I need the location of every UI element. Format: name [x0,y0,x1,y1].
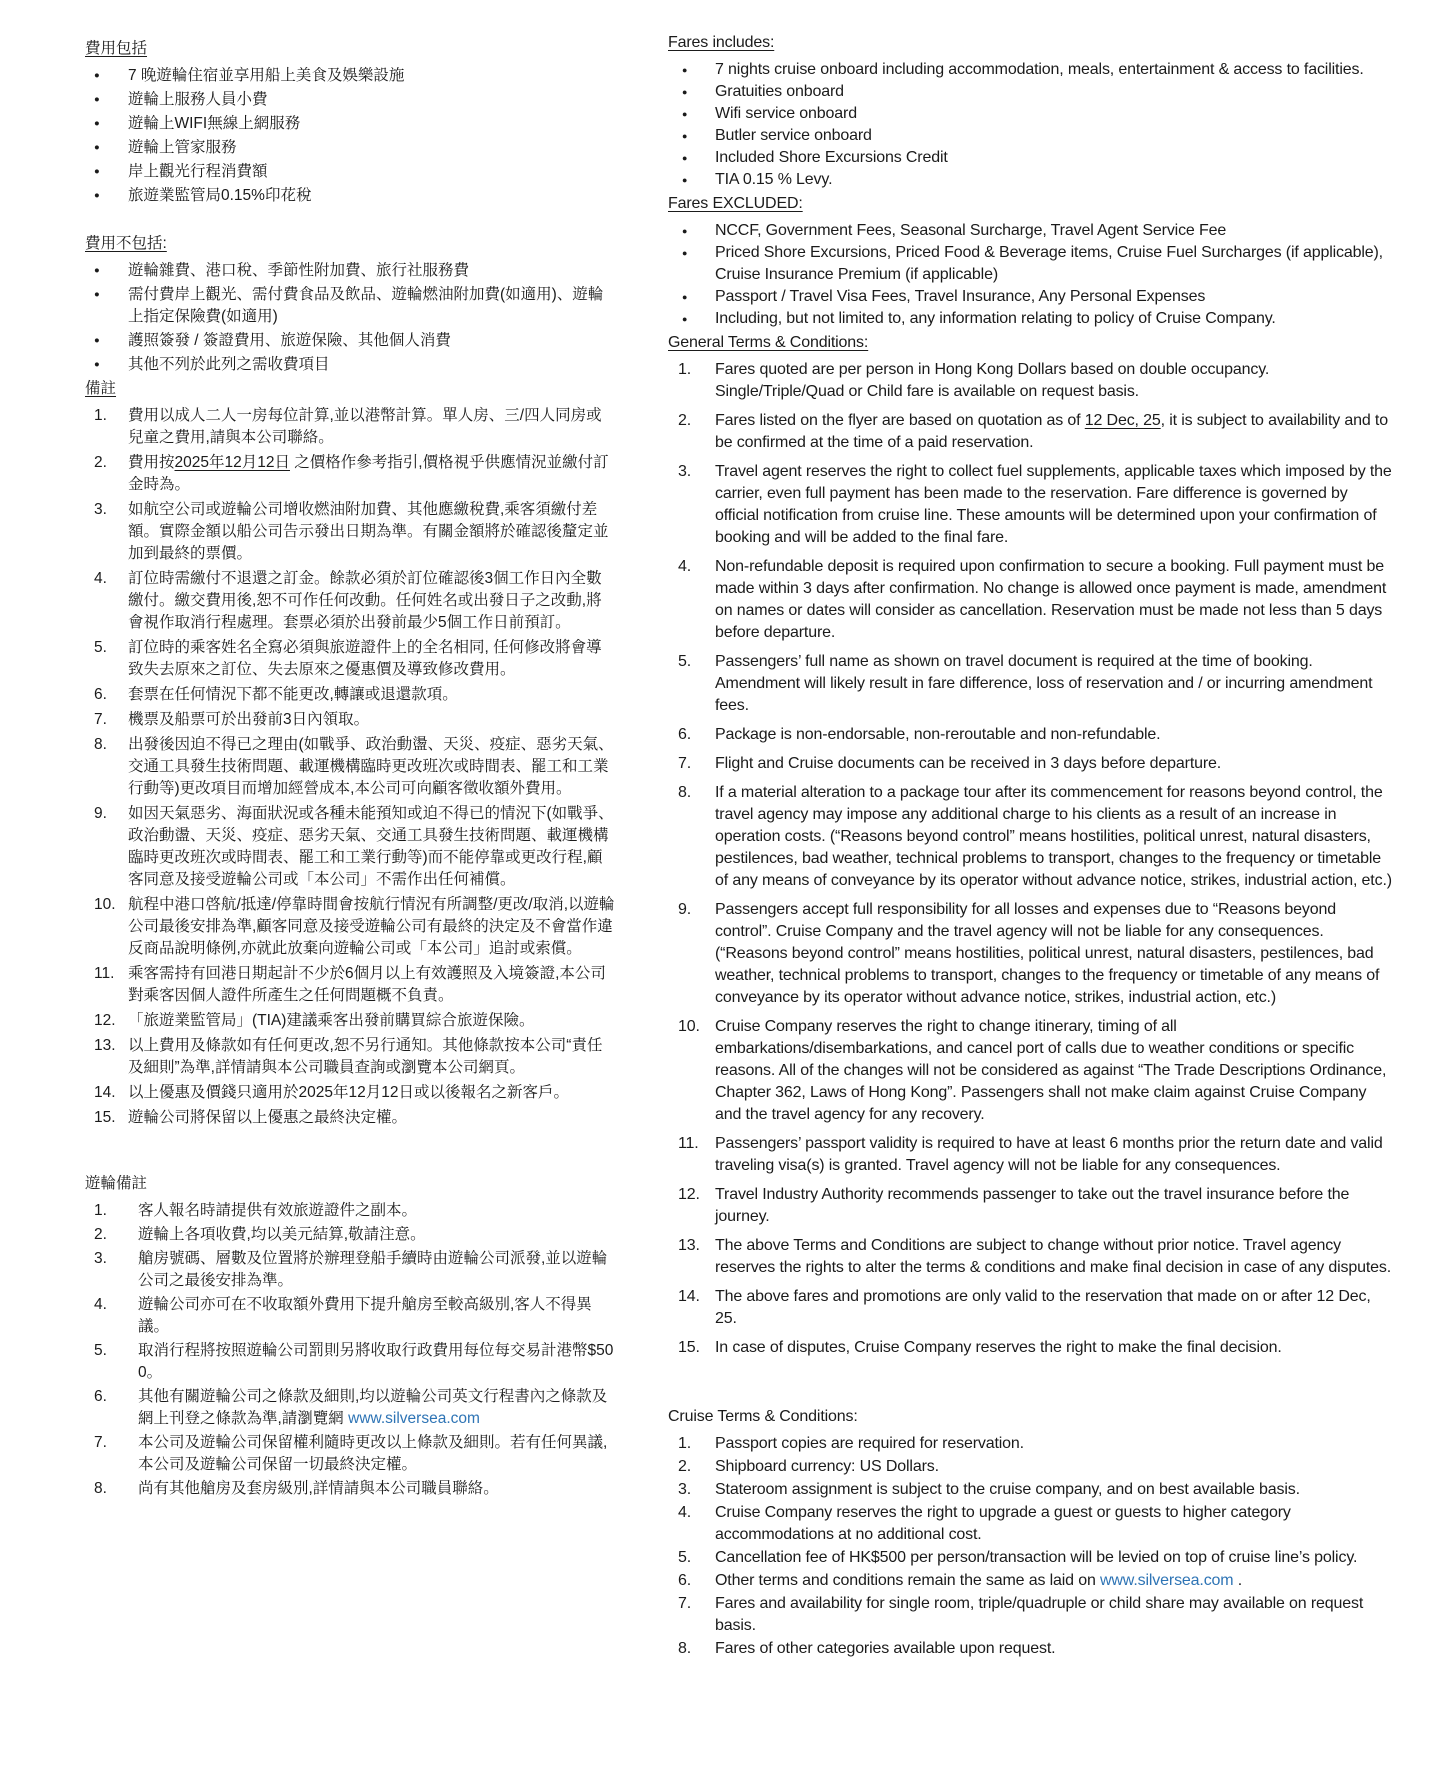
list-item [668,286,1394,308]
number-marker: 1. [678,1435,692,1452]
list-item-text: Passport copies are required for reservation. [715,1435,1024,1452]
list-item-text: Fares listed on the flyer are based on quotation as of 12 Dec, 25, it is subject to availability and to be confirmed at the time of a paid reservation. [715,412,1388,451]
list-item [668,308,1394,330]
list-item-text: 費用按2025年12月12日 之價格作參考指引,價格視乎供應情況並繳付訂金時為。 [128,454,609,493]
list-item-text: 旅遊業監管局0.15%印花稅 [128,187,312,204]
list-item [85,161,615,183]
list-item [85,1340,615,1384]
list-item-text: Gratuities onboard [715,83,844,100]
bullet-marker: ● [94,289,100,300]
list-item [668,1286,1394,1330]
list-item [668,651,1394,717]
cruise-remarks-list-zh [85,1200,615,1500]
list-item-text: Shipboard currency: US Dollars. [715,1458,939,1475]
list-item-text: Cruise Company reserves the right to upgrade a guest or guests to higher category accommodations at no additional cost. [715,1504,1291,1543]
list-item-text: 取消行程將按照遊輪公司罰則另將收取行政費用每位每交易計港幣$500。 [138,1342,614,1381]
list-item-text: 以上優惠及價錢只適用於2025年12月12日或以後報名之新客戶。 [128,1084,569,1101]
list-item [85,568,615,634]
list-item-text: Stateroom assignment is subject to the cruise company, and on best available basis. [715,1481,1300,1498]
list-item [85,1478,615,1500]
fares-include-list-zh [85,65,615,207]
number-marker: 12. [678,1186,700,1203]
list-item [668,1337,1394,1359]
list-item-text: NCCF, Government Fees, Seasonal Surcharge, Travel Agent Service Fee [715,222,1227,239]
chinese-terms-column [85,38,615,1502]
number-marker: 5. [94,1342,107,1359]
list-item-text: 尚有其他艙房及套房級別,詳情請與本公司職員聯絡。 [138,1480,499,1497]
bullet-marker: ● [682,153,688,163]
list-item-text: Travel Industry Authority recommends passenger to take out the travel insurance before the journey. [715,1186,1350,1225]
list-item-text: 客人報名時請提供有效旅遊證件之副本。 [138,1202,418,1219]
list-item-text: In case of disputes, Cruise Company reserves the right to make the final decision. [715,1339,1282,1356]
list-item-text: The above fares and promotions are only valid to the reservation that made on or after 12 Dec, 25. [715,1288,1371,1327]
list-item [85,1035,615,1079]
list-item-text: Fares and availability for single room, triple/quadruple or child share may available on request basis. [715,1595,1364,1634]
general-terms-list-en [668,359,1394,1359]
list-item [85,330,615,352]
remarks-heading-zh: 備註 [85,380,117,397]
list-item [85,963,615,1007]
fares-exclude-section-zh [85,233,615,376]
list-item [668,1593,1394,1637]
list-item-text: Butler service onboard [715,127,872,144]
bullet-marker: ● [94,359,100,370]
number-marker: 6. [94,1388,107,1405]
list-item-text: 遊輪上管家服務 [128,139,237,156]
bullet-marker: ● [682,65,688,75]
list-item-text: Package is non-endorsable, non-reroutable and non-refundable. [715,726,1161,743]
number-marker: 14. [94,1084,116,1101]
number-marker: 8. [94,736,107,753]
list-item [668,1235,1394,1279]
number-marker: 1. [678,361,692,378]
fares-include-list-en [668,59,1394,191]
list-item [668,1570,1394,1592]
list-item-text: If a material alteration to a package tour after its commencement for reasons beyond control, the travel agency may impose any additional charge to his clients as a result of an increase in operation costs. (“Reasons beyond control” means hostilities, political unrest, natural disasters, pestilences, bad weather, technical problems to transport, changes to the frequency or timetable of any means of conveyance by its operator without advance notice, strikes, industrial action, etc.) [715,784,1392,889]
bullet-marker: ● [682,314,688,324]
list-item-text: 遊輪上WIFI無線上網服務 [128,115,301,132]
list-item [668,410,1394,454]
list-item [85,1248,615,1292]
list-item-text: 護照簽發 / 簽證費用、旅遊保險、其他個人消費 [128,332,451,349]
number-marker: 4. [678,558,692,575]
list-item-text: 遊輪上各項收費,均以美元結算,敬請注意。 [138,1226,426,1243]
list-item [668,81,1394,103]
number-marker: 9. [678,901,692,918]
list-item [668,1502,1394,1546]
list-item [668,1133,1394,1177]
list-item [668,1479,1394,1501]
list-item [85,709,615,731]
list-item [85,113,615,135]
list-item [668,147,1394,169]
number-marker: 2. [678,412,692,429]
number-marker: 14. [678,1288,700,1305]
list-item-text: 艙房號碼、層數及位置將於辦理登船手續時由遊輪公司派發,並以遊輪公司之最後安排為準。 [138,1250,608,1289]
list-item [85,1200,615,1222]
bullet-marker: ● [94,265,100,276]
fares-include-heading-zh: 費用包括 [85,40,148,57]
list-item-text: Cruise Company reserves the right to change itinerary, timing of all embarkations/disembarkations, and cancel port of calls due to weather conditions or specific reasons. All of the changes will not be considered as against “The Trade Descriptions Ordinance, Chapter 362, Laws of Hong Kong”. Passengers shall not make claim against Cruise Company and the travel agency for any recovery. [715,1018,1387,1123]
fares-include-heading-en: Fares includes: [668,34,775,51]
list-item [668,125,1394,147]
list-item [668,461,1394,549]
list-item [668,556,1394,644]
number-marker: 10. [94,896,116,913]
list-item [668,1547,1394,1569]
list-item-text: 乘客需持有回港日期起計不少於6個月以上有效護照及入境簽證,本公司對乘客因個人證件所產生之任何問題概不負責。 [128,965,606,1004]
list-item-text: Cancellation fee of HK$500 per person/transaction will be levied on top of cruise line’s policy. [715,1549,1358,1566]
list-item-text: 以上費用及條款如有任何更改,恕不另行通知。其他條款按本公司“責任及細則”為準,詳情請與本公司職員查詢或瀏覽本公司網頁。 [128,1037,603,1076]
list-item [668,242,1394,286]
bullet-marker: ● [682,175,688,185]
bullet-marker: ● [94,142,100,153]
number-marker: 8. [678,784,692,801]
number-marker: 12. [94,1012,116,1029]
list-item-text: 如航空公司或遊輪公司增收燃油附加費、其他應繳稅費,乘客須繳付差額。實際金額以船公司告示發出日期為準。有關金額將於確認後釐定並加到最終的票價。 [128,501,609,562]
fares-exclude-list-zh [85,260,615,376]
list-item [85,89,615,111]
number-marker: 3. [678,463,692,480]
list-item [668,782,1394,892]
number-marker: 1. [94,407,107,424]
list-item [668,220,1394,242]
number-marker: 6. [678,1572,692,1589]
list-item-text: Priced Shore Excursions, Priced Food & Beverage items, Cruise Fuel Surcharges (if applicable), Cruise Insurance Premium (if applicable) [715,244,1383,283]
silversea-link[interactable]: www.silversea.com [1100,1572,1234,1589]
bullet-marker: ● [682,87,688,97]
number-marker: 2. [94,1226,107,1243]
list-item [85,803,615,891]
list-item [85,260,615,282]
cruise-remarks-section-zh [85,1173,615,1500]
list-item [668,724,1394,746]
remarks-list-zh [85,405,615,1129]
number-marker: 7. [94,711,107,728]
bullet-marker: ● [94,166,100,177]
list-item [668,103,1394,125]
number-marker: 4. [94,1296,107,1313]
list-item-text: Included Shore Excursions Credit [715,149,948,166]
remarks-section-zh [85,378,615,1129]
underlined-date: 12 Dec, 25 [1084,412,1161,429]
number-marker: 5. [678,653,692,670]
list-item [668,1456,1394,1478]
list-item-text: Fares of other categories available upon request. [715,1640,1056,1657]
number-marker: 11. [94,965,115,982]
list-item-text: Travel agent reserves the right to collect fuel supplements, applicable taxes which imposed by the carrier, even full payment has been made to the reservation. Fare difference is governed by official notification from cruise line. These amounts will be determined upon your confirmation of booking and will be added to the final fare. [715,463,1392,546]
list-item [85,734,615,800]
list-item-text: 7 晚遊輪住宿並享用船上美食及娛樂設施 [128,67,405,84]
number-marker: 7. [94,1434,107,1451]
list-item-text: 套票在任何情況下都不能更改,轉讓或退還款項。 [128,686,458,703]
list-item-text: 費用以成人二人一房每位計算,並以港幣計算。單人房、三/四人同房或兒童之費用,請與本公司聯絡。 [128,407,602,446]
list-item-text: TIA 0.15 % Levy. [715,171,833,188]
fares-exclude-list-en [668,220,1394,330]
number-marker: 7. [678,1595,692,1612]
bullet-marker: ● [682,131,688,141]
fares-exclude-heading-en: Fares EXCLUDED: [668,195,803,212]
number-marker: 5. [94,639,107,656]
list-item [668,169,1394,191]
list-item-text: Including, but not limited to, any information relating to policy of Cruise Company. [715,310,1276,327]
number-marker: 7. [678,755,692,772]
list-item-text: 需付費岸上觀光、需付費食品及飲品、遊輪燃油附加費(如適用)、遊輪上指定保險費(如適用) [128,286,604,325]
bullet-marker: ● [94,335,100,346]
bullet-marker: ● [682,226,688,236]
list-item [668,899,1394,1009]
list-item [85,284,615,328]
list-item-text: 如因天氣惡劣、海面狀況或各種未能預知或迫不得已的情況下(如戰爭、政治動盪、天災、疫症、惡劣天氣、交通工具發生技術問題、載運機構臨時更改班次或時間表、罷工和工業行動等)而不能停靠或更改行程,顧客同意及接受遊輪公司或「本公司」不需作出任何補償。 [128,805,614,888]
bullet-marker: ● [682,109,688,119]
list-item-text: 其他有關遊輪公司之條款及細則,均以遊輪公司英文行程書內之條款及網上刊登之條款為準,請瀏覽網 www.silversea.com [138,1388,608,1427]
list-item-text: 出發後因迫不得已之理由(如戰爭、政治動盪、天災、疫症、惡劣天氣、交通工具發生技術問題、載運機構臨時更改班次或時間表、罷工和工業行動等)更改項目而增加經營成本,本公司可向顧客徵收額外費用。 [128,736,614,797]
number-marker: 13. [678,1237,700,1254]
list-item-text: 機票及船票可於出發前3日內領取。 [128,711,370,728]
fares-exclude-heading-zh: 費用不包括: [85,235,167,252]
list-item [85,1107,615,1129]
list-item-text: 本公司及遊輪公司保留權利隨時更改以上條款及細則。若有任何異議,本公司及遊輪公司保留一切最終決定權。 [138,1434,608,1473]
list-item [85,499,615,565]
number-marker: 6. [94,686,107,703]
list-item [85,354,615,376]
cruise-terms-section-en [668,1406,1394,1660]
fares-include-section-en [668,32,1394,191]
number-marker: 3. [94,501,107,518]
list-item-text: 遊輪公司將保留以上優惠之最終決定權。 [128,1109,408,1126]
english-terms-column [668,32,1394,1661]
bullet-marker: ● [94,118,100,129]
list-item-text: 航程中港口啓航/抵達/停靠時間會按航行情況有所調整/更改/取消,以遊輪公司最後安排為準,顧客同意及接受遊輪公司有最終的決定及不會當作違反商品說明條例,亦就此放棄向遊輪公司或「本公司」追討或索償。 [128,896,615,957]
list-item-text: 遊輪雜費、港口稅、季節性附加費、旅行社服務費 [128,262,470,279]
list-item [668,1433,1394,1455]
list-item-text: 訂位時的乘客姓名全寫必須與旅遊證件上的全名相同, 任何修改將會導致失去原來之訂位、失去原來之優惠價及導致修改費用。 [128,639,602,678]
list-item-text: 7 nights cruise onboard including accommodation, meals, entertainment & access to facilities. [715,61,1364,78]
fares-include-section-zh [85,38,615,207]
general-terms-heading-en: General Terms & Conditions: [668,334,869,351]
number-marker: 2. [678,1458,692,1475]
list-item [85,1294,615,1338]
list-item [85,1082,615,1104]
list-item-text: Fares quoted are per person in Hong Kong Dollars based on double occupancy. Single/Triple/Quad or Child fare is available on request basis. [715,361,1270,400]
list-item-text: 遊輪公司亦可在不收取額外費用下提升艙房至較高級別,客人不得異議。 [138,1296,592,1335]
list-item-text: Passengers’ passport validity is required to have at least 6 months prior the return date and valid traveling visa(s) is granted. Travel agency will not be liable for any consequences. [715,1135,1383,1174]
list-item [668,59,1394,81]
list-item [85,185,615,207]
number-marker: 15. [678,1339,700,1356]
list-item [85,894,615,960]
list-item-text: The above Terms and Conditions are subject to change without prior notice. Travel agency reserves the rights to alter the terms & conditions and make final decision in case of any disputes. [715,1237,1392,1276]
list-item-text: 岸上觀光行程消費額 [128,163,268,180]
list-item-text: Passport / Travel Visa Fees, Travel Insurance, Any Personal Expenses [715,288,1206,305]
number-marker: 10. [678,1018,700,1035]
cruise-terms-heading-en: Cruise Terms & Conditions: [668,1408,858,1425]
number-marker: 1. [94,1202,107,1219]
list-item [85,637,615,681]
bullet-marker: ● [94,70,100,81]
list-item [668,1638,1394,1660]
number-marker: 15. [94,1109,116,1126]
number-marker: 4. [94,570,107,587]
bullet-marker: ● [682,292,688,302]
fares-exclude-section-en [668,193,1394,330]
number-marker: 5. [678,1549,692,1566]
cruise-terms-list-en [668,1433,1394,1660]
list-item [85,1010,615,1032]
list-item-text: Flight and Cruise documents can be received in 3 days before departure. [715,755,1222,772]
list-item-text: 「旅遊業監管局」(TIA)建議乘客出發前購買綜合旅遊保險。 [128,1012,535,1029]
bullet-marker: ● [94,190,100,201]
bullet-marker: ● [682,248,688,258]
list-item [85,405,615,449]
list-item [85,1432,615,1476]
list-item-text: 遊輪上服務人員小費 [128,91,268,108]
list-item [668,359,1394,403]
number-marker: 8. [678,1640,692,1657]
general-terms-section-en [668,332,1394,1359]
list-item-text: Non-refundable deposit is required upon confirmation to secure a booking. Full payment must be made within 3 days after confirmation. No change is allowed once payment is made, amendment on names or dates will consider as cancellation. Reservation must be made not less than 5 days before departure. [715,558,1387,641]
list-item-text: Passengers accept full responsibility for all losses and expenses due to “Reasons beyond control”. Cruise Company and the travel agency will not be liable for any consequences. (“Reasons beyond control” means hostilities, political unrest, natural disasters, pestilences, bad weather, technical problems to transport, changes to the frequency or timetable of any means of conveyance by its operator without advance notice, strikes, industrial action, etc.) [715,901,1380,1006]
list-item-text: Wifi service onboard [715,105,857,122]
list-item [668,1016,1394,1126]
list-item [85,1386,615,1430]
list-item [85,1224,615,1246]
list-item [85,452,615,496]
list-item [85,65,615,87]
number-marker: 4. [678,1504,692,1521]
number-marker: 6. [678,726,692,743]
list-item-text: 訂位時需繳付不退還之訂金。餘款必須於訂位確認後3個工作日內全數繳付。繳交費用後,恕不可作任何改動。任何姓名或出發日子之改動,將會視作取消行程處理。套票必須於出發前最少5個工作日前預訂。 [128,570,602,631]
number-marker: 8. [94,1480,107,1497]
list-item [85,137,615,159]
bullet-marker: ● [94,94,100,105]
number-marker: 13. [94,1037,116,1054]
number-marker: 2. [94,454,107,471]
number-marker: 9. [94,805,107,822]
number-marker: 11. [678,1135,699,1152]
number-marker: 3. [94,1250,107,1267]
list-item-text: Other terms and conditions remain the same as laid on www.silversea.com . [715,1572,1243,1589]
number-marker: 3. [678,1481,692,1498]
list-item-text: 其他不列於此列之需收費項目 [128,356,330,373]
list-item [668,753,1394,775]
list-item [85,684,615,706]
underlined-date: 2025年12月12日 [174,454,290,471]
list-item-text: Passengers’ full name as shown on travel document is required at the time of booking. Amendment will likely result in fare difference, loss of reservation and / or incurring amendment fees. [715,653,1373,714]
silversea-link[interactable]: www.silversea.com [348,1410,480,1427]
list-item [668,1184,1394,1228]
cruise-remarks-heading-zh: 遊輪備註 [85,1175,148,1192]
